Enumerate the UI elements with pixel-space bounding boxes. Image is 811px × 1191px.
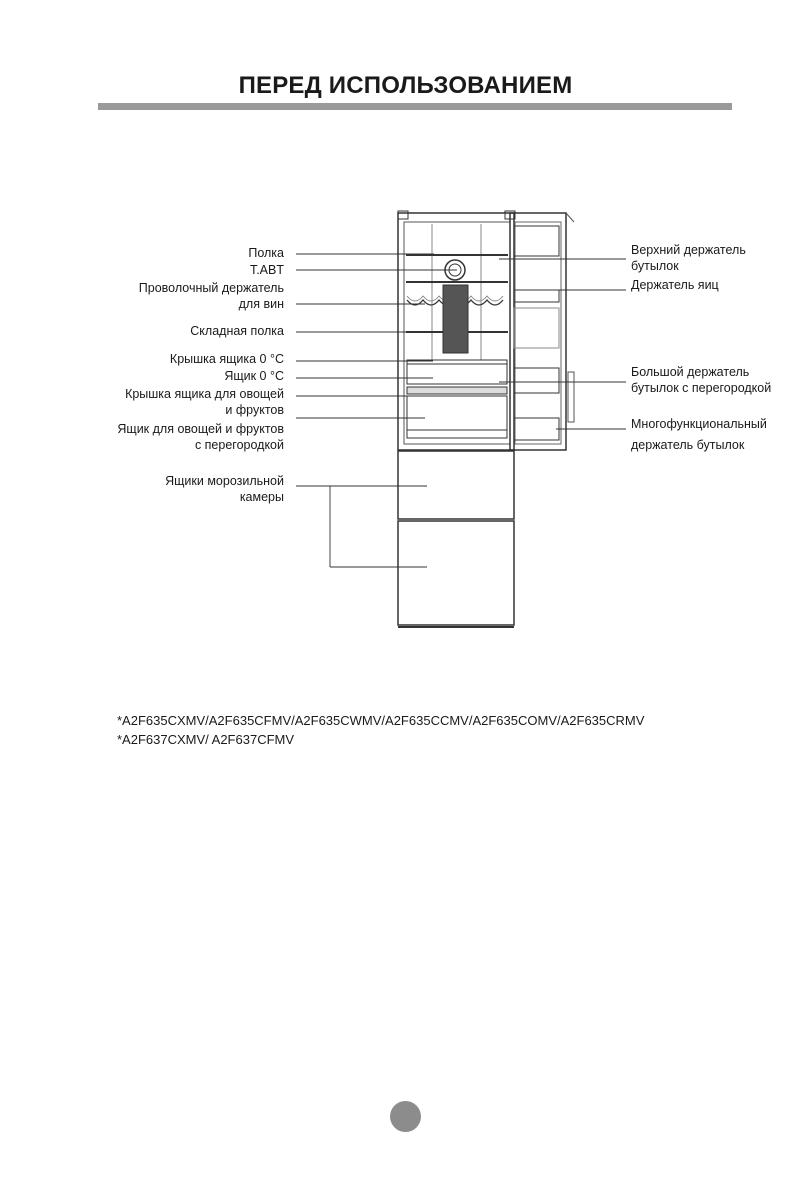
page-marker — [390, 1101, 421, 1132]
model-line: *A2F637CXMV/ A2F637CFMV — [117, 732, 295, 747]
label-wine-rack: Проволочный держатель для вин — [138, 281, 284, 311]
top-bottle-bin — [514, 226, 559, 256]
freezer-drawer-lower — [398, 521, 514, 625]
label-zero-drawer: Ящик 0 °C — [224, 369, 284, 383]
label-egg-holder: Держатель яиц — [631, 278, 719, 292]
air-duct-panel — [443, 285, 468, 353]
large-bottle-bin — [514, 368, 559, 393]
fridge-door — [510, 213, 566, 450]
label-large-bottle-holder: Большой держатель бутылок с перегородкой — [631, 365, 772, 395]
freezer-drawer-upper — [398, 451, 514, 519]
multi-bottle-holder — [514, 418, 559, 440]
page-title: ПЕРЕД ИСПОЛЬЗОВАНИЕМ — [238, 72, 573, 99]
crisper-cover — [407, 387, 507, 394]
label-top-bottle-holder: Верхний держатель бутылок — [631, 243, 746, 273]
label-crisper-cover: Крышка ящика для овощей и фруктов — [125, 387, 284, 417]
label-zero-drawer-cover: Крышка ящика 0 °C — [169, 352, 284, 366]
label-folding-shelf: Складная полка — [190, 324, 284, 338]
label-shelf: Полка — [248, 246, 284, 260]
label-freezer-drawers: Ящики морозильной камеры — [165, 474, 284, 504]
egg-holder — [514, 290, 559, 302]
model-list — [117, 711, 644, 749]
crisper-drawer — [407, 396, 507, 438]
model-line: *A2F635CXMV/A2F635CFMV/A2F635CWMV/A2F635CCMV/A2F635COMV/A2F635CRMV — [117, 713, 645, 728]
door-handle — [568, 372, 574, 422]
label-multi-bottle-holder: Многофункциональный держатель бутылок — [631, 417, 767, 452]
label-crisper-drawer: Ящик для овощей и фруктов с перегородкой — [117, 422, 284, 452]
label-tabt: T.ABT — [249, 263, 284, 277]
